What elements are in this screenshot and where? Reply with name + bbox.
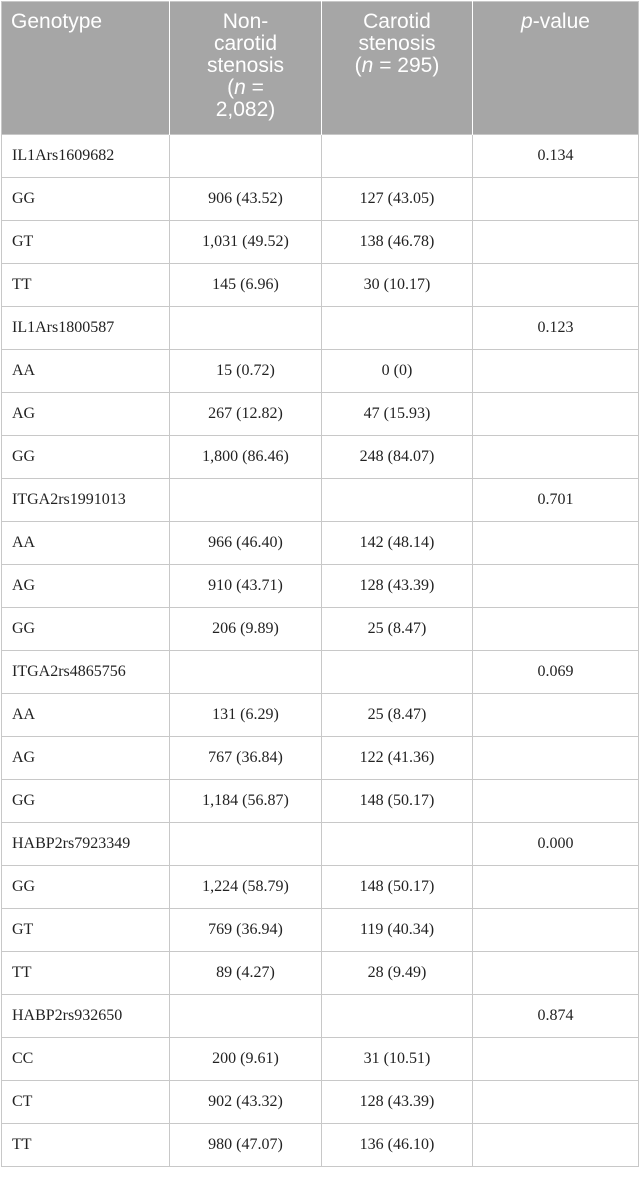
genotype-cell: GT xyxy=(2,909,170,952)
genotype-cell: AG xyxy=(2,393,170,436)
p-value-cell xyxy=(473,1038,639,1081)
p-value-cell xyxy=(473,350,639,393)
carotid-cell: 136 (46.10) xyxy=(322,1124,473,1167)
table-row xyxy=(2,1081,639,1124)
genotype-cell: HABP2rs932650 xyxy=(2,995,170,1038)
table-row xyxy=(2,780,639,823)
table-row xyxy=(2,694,639,737)
genotype-table xyxy=(1,1,639,1167)
p-value-cell xyxy=(473,737,639,780)
carotid-cell xyxy=(322,651,473,694)
genotype-cell: GG xyxy=(2,608,170,651)
table-row xyxy=(2,350,639,393)
table-row xyxy=(2,608,639,651)
carotid-cell xyxy=(322,995,473,1038)
non-carotid-cell xyxy=(170,135,322,178)
non-carotid-cell: 906 (43.52) xyxy=(170,178,322,221)
carotid-cell: 148 (50.17) xyxy=(322,780,473,823)
genotype-cell: IL1Ars1609682 xyxy=(2,135,170,178)
genotype-cell: AA xyxy=(2,350,170,393)
non-carotid-cell xyxy=(170,307,322,350)
non-carotid-cell: 131 (6.29) xyxy=(170,694,322,737)
non-carotid-cell: 267 (12.82) xyxy=(170,393,322,436)
table-row xyxy=(2,565,639,608)
genotype-cell: AG xyxy=(2,565,170,608)
genotype-cell: CC xyxy=(2,1038,170,1081)
non-carotid-cell: 200 (9.61) xyxy=(170,1038,322,1081)
p-value-cell xyxy=(473,1081,639,1124)
p-value-cell xyxy=(473,178,639,221)
non-carotid-cell xyxy=(170,995,322,1038)
non-carotid-cell xyxy=(170,651,322,694)
non-carotid-cell: 910 (43.71) xyxy=(170,565,322,608)
p-value-cell: 0.123 xyxy=(473,307,639,350)
p-value-cell xyxy=(473,780,639,823)
non-carotid-cell: 767 (36.84) xyxy=(170,737,322,780)
table-row xyxy=(2,909,639,952)
genotype-cell: TT xyxy=(2,264,170,307)
carotid-cell xyxy=(322,823,473,866)
carotid-cell: 148 (50.17) xyxy=(322,866,473,909)
header-non-carotid: Non- carotid stenosis (n = 2,082) xyxy=(170,2,322,135)
p-value-cell xyxy=(473,522,639,565)
table-row xyxy=(2,221,639,264)
carotid-cell: 31 (10.51) xyxy=(322,1038,473,1081)
p-value-cell: 0.874 xyxy=(473,995,639,1038)
carotid-cell: 47 (15.93) xyxy=(322,393,473,436)
genotype-cell: GG xyxy=(2,780,170,823)
genotype-cell: TT xyxy=(2,952,170,995)
non-carotid-cell: 206 (9.89) xyxy=(170,608,322,651)
non-carotid-cell: 966 (46.40) xyxy=(170,522,322,565)
table-row xyxy=(2,1124,639,1167)
table-header-row xyxy=(2,2,639,135)
carotid-cell: 128 (43.39) xyxy=(322,565,473,608)
carotid-cell: 128 (43.39) xyxy=(322,1081,473,1124)
table-row xyxy=(2,522,639,565)
p-value-cell xyxy=(473,1124,639,1167)
carotid-cell: 138 (46.78) xyxy=(322,221,473,264)
genotype-cell: AA xyxy=(2,694,170,737)
genotype-cell: GT xyxy=(2,221,170,264)
carotid-cell: 248 (84.07) xyxy=(322,436,473,479)
carotid-cell: 127 (43.05) xyxy=(322,178,473,221)
table-row xyxy=(2,307,639,350)
table-row xyxy=(2,995,639,1038)
genotype-cell: ITGA2rs1991013 xyxy=(2,479,170,522)
p-value-cell xyxy=(473,694,639,737)
non-carotid-cell: 15 (0.72) xyxy=(170,350,322,393)
table-row xyxy=(2,135,639,178)
p-value-cell xyxy=(473,608,639,651)
p-value-cell xyxy=(473,565,639,608)
non-carotid-cell: 145 (6.96) xyxy=(170,264,322,307)
non-carotid-cell: 1,031 (49.52) xyxy=(170,221,322,264)
table-row xyxy=(2,178,639,221)
header-carotid: Carotid stenosis (n = 295) xyxy=(322,2,473,135)
genotype-cell: CT xyxy=(2,1081,170,1124)
table-row xyxy=(2,952,639,995)
table-row xyxy=(2,651,639,694)
genotype-cell: GG xyxy=(2,866,170,909)
p-value-cell xyxy=(473,866,639,909)
p-value-cell xyxy=(473,436,639,479)
carotid-cell: 122 (41.36) xyxy=(322,737,473,780)
p-value-cell: 0.701 xyxy=(473,479,639,522)
carotid-cell: 30 (10.17) xyxy=(322,264,473,307)
carotid-cell: 0 (0) xyxy=(322,350,473,393)
genotype-cell: GG xyxy=(2,178,170,221)
carotid-cell: 25 (8.47) xyxy=(322,694,473,737)
table-row xyxy=(2,823,639,866)
table-row xyxy=(2,866,639,909)
table-row xyxy=(2,479,639,522)
p-value-cell xyxy=(473,909,639,952)
p-value-cell xyxy=(473,264,639,307)
p-value-cell: 0.069 xyxy=(473,651,639,694)
carotid-cell xyxy=(322,307,473,350)
table-row xyxy=(2,393,639,436)
p-value-cell: 0.134 xyxy=(473,135,639,178)
header-p-value: p-value xyxy=(473,2,639,135)
carotid-cell: 25 (8.47) xyxy=(322,608,473,651)
table-row xyxy=(2,737,639,780)
genotype-cell: TT xyxy=(2,1124,170,1167)
genotype-cell: IL1Ars1800587 xyxy=(2,307,170,350)
non-carotid-cell: 1,184 (56.87) xyxy=(170,780,322,823)
non-carotid-cell xyxy=(170,479,322,522)
genotype-cell: AA xyxy=(2,522,170,565)
non-carotid-cell xyxy=(170,823,322,866)
p-value-cell xyxy=(473,393,639,436)
table-row xyxy=(2,264,639,307)
non-carotid-cell: 1,224 (58.79) xyxy=(170,866,322,909)
non-carotid-cell: 769 (36.94) xyxy=(170,909,322,952)
table-row xyxy=(2,1038,639,1081)
p-value-cell: 0.000 xyxy=(473,823,639,866)
p-value-cell xyxy=(473,221,639,264)
genotype-cell: GG xyxy=(2,436,170,479)
genotype-cell: AG xyxy=(2,737,170,780)
non-carotid-cell: 902 (43.32) xyxy=(170,1081,322,1124)
genotype-cell: ITGA2rs4865756 xyxy=(2,651,170,694)
carotid-cell: 28 (9.49) xyxy=(322,952,473,995)
header-genotype: Genotype xyxy=(2,2,170,135)
carotid-cell xyxy=(322,479,473,522)
table-row xyxy=(2,436,639,479)
genotype-cell: HABP2rs7923349 xyxy=(2,823,170,866)
carotid-cell xyxy=(322,135,473,178)
non-carotid-cell: 980 (47.07) xyxy=(170,1124,322,1167)
non-carotid-cell: 89 (4.27) xyxy=(170,952,322,995)
p-value-cell xyxy=(473,952,639,995)
carotid-cell: 119 (40.34) xyxy=(322,909,473,952)
carotid-cell: 142 (48.14) xyxy=(322,522,473,565)
non-carotid-cell: 1,800 (86.46) xyxy=(170,436,322,479)
